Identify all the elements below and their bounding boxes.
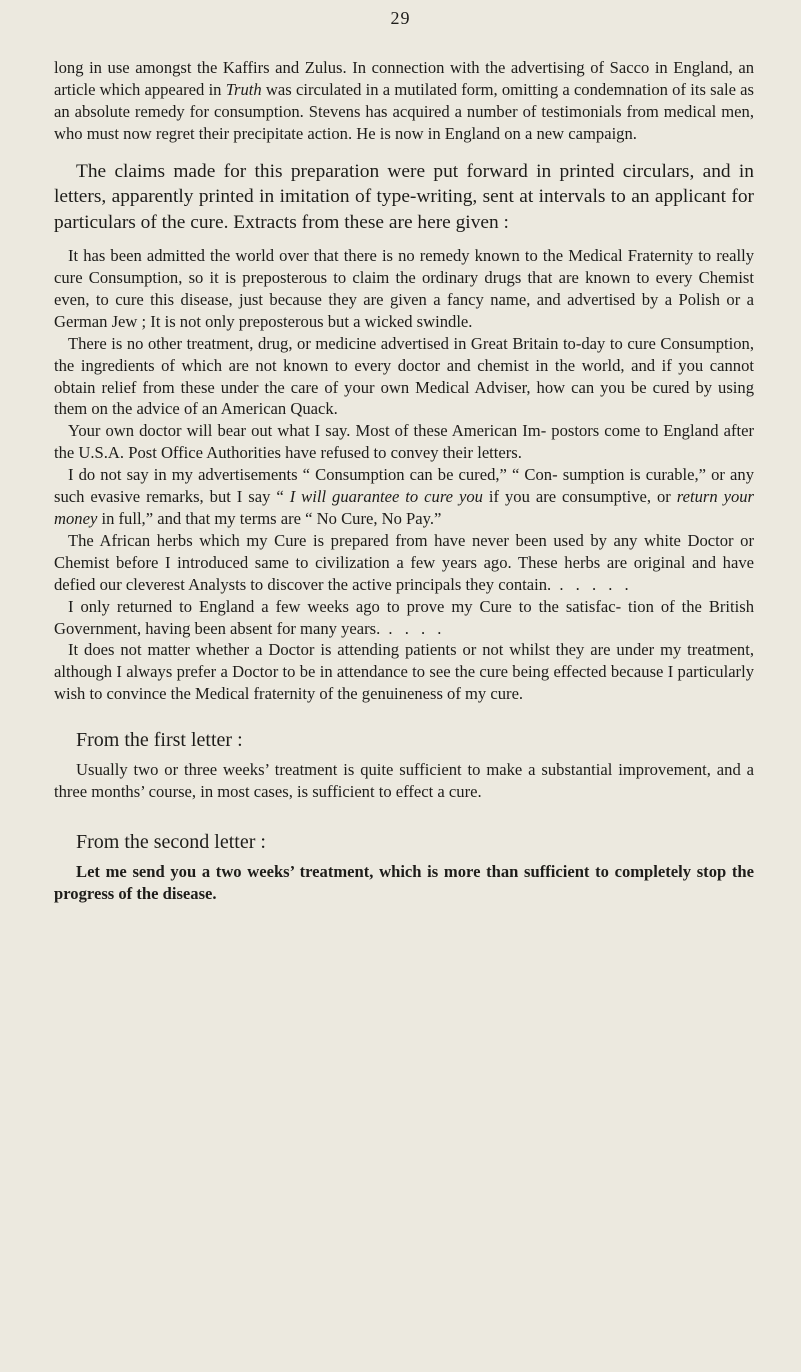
opening-paragraph xyxy=(54,57,754,145)
extract-4-italic-guarantee: I will guarantee to cure you xyxy=(289,487,483,507)
claims-intro-paragraph: The claims made for this preparation were put forward in printed circulars, and in letters, apparently printed in imitation of type-writing, sent at intervals to an applicant for particulars of the cure. Extracts from these are here given : xyxy=(54,160,754,233)
extract-5-ellipsis: . . . . . xyxy=(551,574,633,594)
extract-4-text-a: I do not say in my advertisements “ Consumption can be cured,” “ Con- sumption is curable,” or any such evasive remarks, but I say “ xyxy=(54,465,754,507)
second-letter-heading: From the second letter : xyxy=(76,830,266,853)
page-number: 29 xyxy=(390,8,411,28)
extract-5-text: The African herbs which my Cure is prepared from have never been used by any white Doctor or Chemist before I introduced same to civilization a few years ago. These herbs are original and have defied our cleverest Analysts to discover the active principals they contain. xyxy=(54,530,754,594)
extract-paragraph-2: There is no other treatment, drug, or medicine advertised in Great Britain to-day to cure Consumption, the ingredients of which are not known to every doctor and chemist in the world, and if you cannot obtain relief from these under the care of your own Medical Adviser, how can you be cured by using them on the advice of an American Quack. xyxy=(54,333,754,419)
extract-6-ellipsis: . . . . xyxy=(380,618,446,638)
extract-4-text-c: in full,” and that my terms are “ No Cure, No Pay.” xyxy=(97,509,442,528)
extract-4-text-b: if you are consumptive, or xyxy=(482,487,677,507)
opening-text-1: long in use amongst the Kaffirs and Zulus. In connection with the advertising of Sacco in England, an article which appeared in xyxy=(54,58,754,99)
first-letter-heading: From the first letter : xyxy=(76,729,243,752)
extract-paragraph-5 xyxy=(54,530,754,596)
first-letter-text: Usually two or three weeks’ treatment is quite sufficient to make a substantial improvement, and a three months’ course, in most cases, is sufficient to effect a cure. xyxy=(54,760,754,802)
opening-text-2: was circulated in a mutilated form, omitting a condemnation of its sale as an absolute remedy for consumption. Stevens has acquired a number of testimonials from medical men, who must now regret their precipitate action. He is now in England on a new campaign. xyxy=(54,79,754,143)
extract-paragraph-6 xyxy=(54,596,754,640)
circular-extracts xyxy=(54,245,754,705)
truth-title: Truth xyxy=(225,79,262,99)
extract-paragraph-3: Your own doctor will bear out what I say. Most of these American Im- postors come to England after the U.S.A. Post Office Authorities have refused to convey their letters. xyxy=(54,421,754,463)
extract-6-text: I only returned to England a few weeks ago to prove my Cure to the satisfac- tion of the British Government, having been absent for many years. xyxy=(54,596,754,638)
second-letter-text: Let me send you a two weeks’ treatment, which is more than sufficient to completely stop the progress of the disease. xyxy=(54,861,754,903)
extract-4-italic-return: return your money xyxy=(54,487,754,528)
extract-paragraph-4 xyxy=(54,464,754,530)
extract-paragraph-7: It does not matter whether a Doctor is attending patients or not whilst they are under my treatment, although I always prefer a Doctor to be in attendance to see the cure being effected because I particularly wish to convince the Medical fraternity of the genuineness of my cure. xyxy=(54,640,754,704)
extract-paragraph-1: It has been admitted the world over that there is no remedy known to the Medical Fraternity to really cure Consumption, so it is preposterous to claim the ordinary drugs that are known to every Chemist even, to cure this disease, just because they are given a fancy name, and advertised by a Polish or a German Jew ; It is not only preposterous but a wicked swindle. xyxy=(54,246,754,331)
page-content xyxy=(54,57,754,905)
